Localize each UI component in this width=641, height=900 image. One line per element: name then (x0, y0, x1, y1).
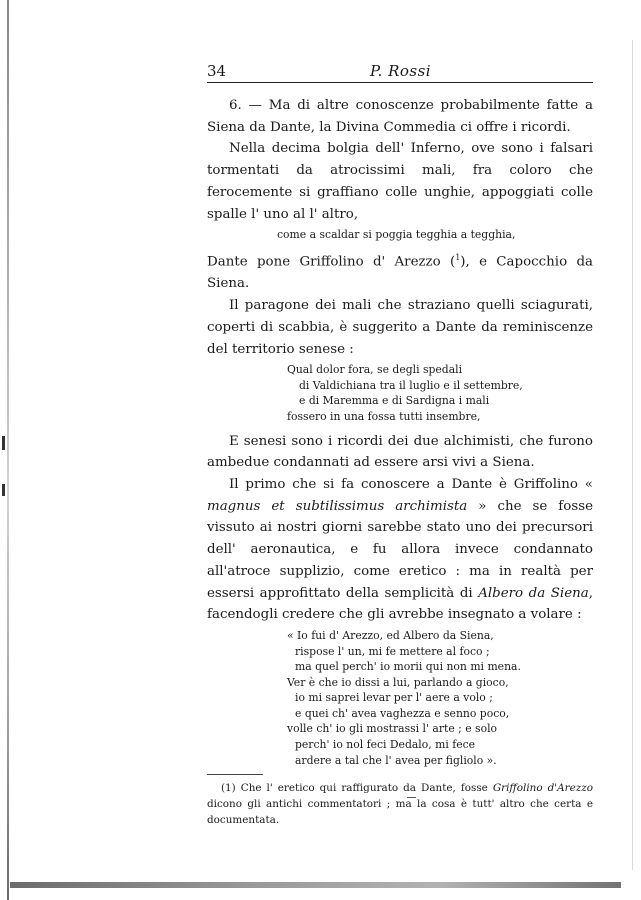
verse-line: Ver è che io dissi a lui, parlando a gioco, (287, 675, 509, 689)
verse-line: ardere a tal che l' avea per figliolo ». (295, 753, 497, 767)
page-number: 34 (207, 62, 227, 80)
verse-line: rispose l' un, mi fe mettere al foco ; (295, 644, 490, 658)
spine-mark (2, 436, 5, 450)
spine-shadow (7, 0, 9, 900)
verse-line: volle ch' io gli mostrassi l' arte ; e solo (287, 722, 498, 736)
footnote: (1) Che l' eretico qui raffigurato da Dante, fosse Griffolino d'Arezzo dicono gli antichi commentatori ; ma la cosa è tutt' altro che certa e documentata. (207, 782, 593, 826)
verse-stanza-2 (207, 628, 593, 768)
footnote-rule (207, 774, 263, 775)
verse-line: e di Maremma e di Sardigna i mali (299, 394, 490, 408)
person-name: Albero da Siena (478, 585, 589, 601)
page-bottom-edge (10, 882, 621, 888)
running-head: P. Rossi (370, 62, 432, 80)
footnote-name: Griffolino d'Arezzo (492, 782, 593, 795)
verse-stanza-1 (207, 362, 593, 424)
verse-line: « Io fui d' Arezzo, ed Albero da Siena, (287, 628, 494, 642)
paragraph-griffolino: Dante pone Griffolino d' Arezzo ($^1$), e Capocchio da Siena. (207, 253, 593, 292)
verse-line: io mi saprei levar per l' aere a volo ; (295, 691, 493, 705)
page-edge (632, 40, 633, 870)
spine-mark (2, 484, 5, 496)
verse-quote: come a scaldar si poggia tegghia a tegghia, (277, 228, 516, 242)
footnote-ref[interactable]: 1 (455, 253, 461, 263)
latin-phrase: magnus et subtilissimus archimista (207, 498, 468, 514)
paragraph-section-6: 6. — Ma di altre conoscenze probabilmente fatte a Siena da Dante, la Divina Commedia ci offre i ricordi. (207, 98, 593, 135)
verse-line: e quei ch' avea vaghezza e senno poco, (295, 706, 510, 720)
verse-line: perch' io nol feci Dedalo, mi fece (295, 738, 476, 752)
verse-line: fossero in una fossa tutti insembre, (287, 409, 481, 423)
paragraph-paragone: Il paragone dei mali che straziano quelli sciagurati, coperti di scabbia, è suggerito a Dante da reminiscenze del territorio senese : (207, 298, 593, 357)
paragraph-decima-bolgia: Nella decima bolgia dell' Inferno, ove sono i falsari tormentati da atrocissimi mali, fra coloro che ferocemente si graffiano colle unghie, appoggiati colle spalle l' uno al l' altro, (207, 141, 593, 222)
page-header (207, 58, 593, 84)
verse-line: Qual dolor fora, se degli spedali (287, 363, 463, 377)
header-rule (207, 82, 593, 83)
body-text (207, 95, 593, 829)
verse-line: di Valdichiana tra il luglio e il settembre, (299, 378, 523, 392)
paragraph-alchimisti: E senesi sono i ricordi dei due alchimisti, che furono ambedue condannati ad essere arsi vivi a Siena. (207, 433, 593, 471)
paragraph-primo: Il primo che si fa conoscere a Dante è Griffolino « magnus et subtilissimus archimista » che se fosse vissuto ai nostri giorni sarebbe stato uno dei precursori dell' aeronautica, e fu allora invece condannato all'atroce supplizio, come eretico : ma in realtà per essersi approfittato della semplicità di Albero da Siena, facendogli credere che gli avrebbe insegnato a volare : (207, 476, 593, 623)
verse-line: ma quel perch' io morii qui non mi mena. (295, 660, 521, 674)
